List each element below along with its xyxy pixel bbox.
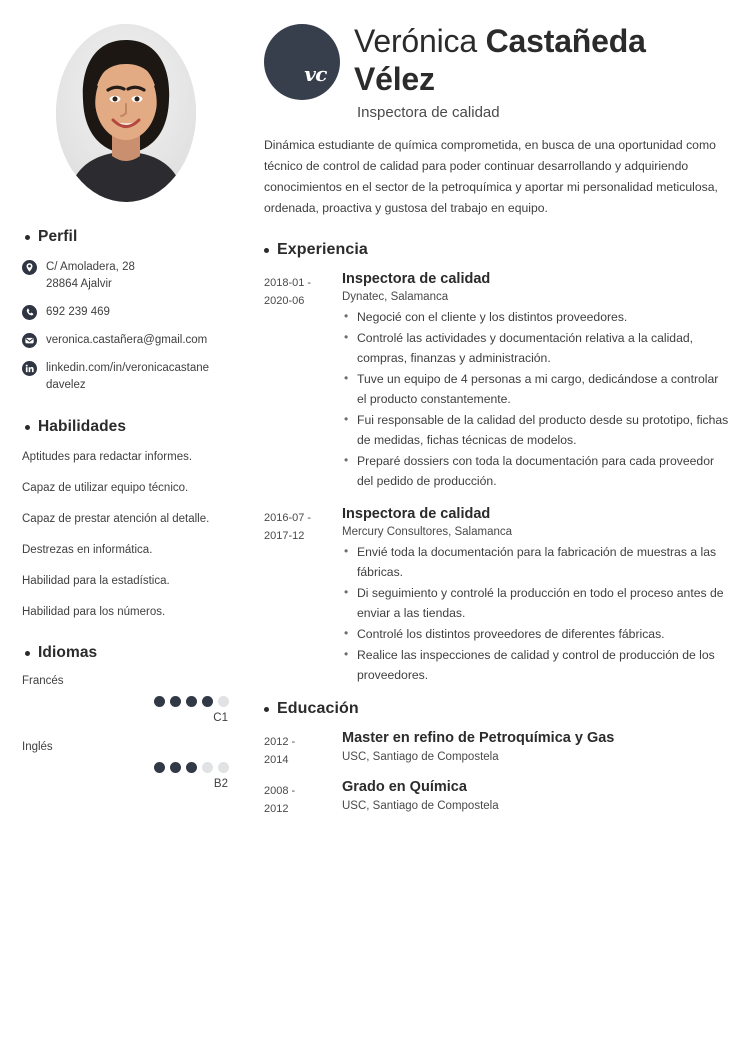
entry-bullets xyxy=(342,307,730,491)
section-heading-skills xyxy=(25,418,230,436)
education-entry xyxy=(264,779,730,818)
list-item: Capaz de utilizar equipo técnico. xyxy=(22,482,189,494)
bullet-marker-icon xyxy=(264,248,269,253)
contact-address xyxy=(22,259,230,293)
experience-list xyxy=(264,271,730,686)
monogram-badge xyxy=(264,24,340,100)
section-heading-profile xyxy=(25,228,230,246)
section-title-skills: Habilidades xyxy=(38,418,127,435)
list-item: • Controlé las actividades y documentación relativa a la calidad, compras, finanzas y administración. xyxy=(342,328,730,368)
entry-bullets xyxy=(342,542,730,685)
rating-dot xyxy=(170,696,181,707)
avatar xyxy=(56,24,196,202)
section-title-education: Educación xyxy=(277,700,359,717)
list-item: • Di seguimiento y controlé la producción en todo el proceso antes de enviar a las tiendas. xyxy=(342,583,730,623)
location-pin-icon xyxy=(22,260,37,275)
section-heading-education xyxy=(264,700,730,718)
entry-dates xyxy=(264,271,342,492)
page-title xyxy=(354,22,730,98)
portrait-photo-icon xyxy=(56,24,196,202)
list-item: • Envié toda la documentación para la fabricación de muestras a las fábricas. xyxy=(342,542,730,582)
experience-entry xyxy=(264,271,730,492)
rating-dot xyxy=(202,762,213,773)
contact-email xyxy=(22,332,230,349)
entry-school: USC, Santiago de Compostela xyxy=(342,751,499,763)
main-content xyxy=(252,18,750,1061)
list-item: • Preparé dossiers con toda la documentación para cada proveedor del pedido de producción. xyxy=(342,451,730,491)
list-item: • Realice las inspecciones de calidad y control de producción de los proveedores. xyxy=(342,645,730,685)
section-title-languages: Idiomas xyxy=(38,644,98,661)
bullet-marker-icon xyxy=(264,707,269,712)
list-item: Habilidad para la estadística. xyxy=(22,575,170,587)
list-item: Aptitudes para redactar informes. xyxy=(22,451,193,463)
rating-dot xyxy=(186,762,197,773)
contact-list xyxy=(22,259,230,394)
date-from: 2016-07 - xyxy=(264,512,312,524)
list-item: • Controlé los distintos proveedores de diferentes fábricas. xyxy=(342,624,730,644)
entry-body xyxy=(342,779,730,818)
job-title: Inspectora de calidad xyxy=(357,104,500,121)
profile-summary: Dinámica estudiante de química comprometida, en busca de una oportunidad como técnico de control de calidad para poder continuar desarrollando y adquiriendo conocimientos en el sector de la petroquímica y aportar mi personalidad meticulosa, ordenada, proactiva y gustosa del trabajo en equipo. xyxy=(264,138,718,215)
contact-phone xyxy=(22,304,230,321)
contact-phone-text: 692 239 469 xyxy=(46,306,110,318)
resume-header xyxy=(264,18,730,121)
monogram-initials: vc xyxy=(304,62,327,86)
entry-org: Dynatec, Salamanca xyxy=(342,291,449,303)
language-rating-1 xyxy=(22,762,230,773)
date-from: 2008 - xyxy=(264,785,296,797)
list-item: Habilidad para los números. xyxy=(22,606,166,618)
rating-dot xyxy=(154,696,165,707)
linkedin-icon xyxy=(22,361,37,376)
entry-role: Inspectora de calidad xyxy=(342,506,491,522)
entry-body xyxy=(342,506,730,686)
date-to: 2014 xyxy=(264,754,289,766)
entry-body xyxy=(342,271,730,492)
rating-dot xyxy=(202,696,213,707)
language-level: B2 xyxy=(213,778,228,790)
list-item: Capaz de prestar atención al detalle. xyxy=(22,513,210,525)
language-name: Francés xyxy=(22,675,64,687)
name-block xyxy=(354,18,730,121)
experience-entry xyxy=(264,506,730,686)
bullet-marker-icon xyxy=(25,235,30,240)
photo-container xyxy=(22,24,230,202)
first-name: Verónica xyxy=(354,23,477,59)
date-to: 2020-06 xyxy=(264,295,305,307)
sidebar xyxy=(0,18,252,1061)
list-item: • Tuve un equipo de 4 personas a mi cargo, dedicándose a controlar el producto constantemente. xyxy=(342,369,730,409)
envelope-icon xyxy=(22,333,37,348)
bullet-marker-icon xyxy=(25,425,30,430)
list-item: • Negocié con el cliente y los distintos proveedores. xyxy=(342,307,730,327)
entry-body xyxy=(342,730,730,769)
entry-role: Inspectora de calidad xyxy=(342,271,491,287)
date-to: 2012 xyxy=(264,803,289,815)
rating-dot xyxy=(170,762,181,773)
rating-dot xyxy=(186,696,197,707)
skills-list xyxy=(22,449,230,620)
entry-dates xyxy=(264,779,342,818)
last-name: Castañeda Vélez xyxy=(354,23,646,97)
language-item xyxy=(22,741,230,790)
section-title-experience: Experiencia xyxy=(277,241,368,258)
language-level: C1 xyxy=(213,712,228,724)
section-title-profile: Perfil xyxy=(38,228,78,245)
section-heading-experience xyxy=(264,241,730,259)
entry-degree: Master en refino de Petroquímica y Gas xyxy=(342,730,615,746)
phone-icon xyxy=(22,305,37,320)
date-from: 2012 - xyxy=(264,736,296,748)
entry-dates xyxy=(264,730,342,769)
contact-linkedin-text: linkedin.com/in/veronicacastane davelez xyxy=(46,362,210,391)
language-item xyxy=(22,675,230,724)
education-entry xyxy=(264,730,730,769)
entry-degree: Grado en Química xyxy=(342,779,467,795)
education-list xyxy=(264,730,730,818)
section-heading-languages xyxy=(25,644,230,662)
entry-school: USC, Santiago de Compostela xyxy=(342,800,499,812)
date-from: 2018-01 - xyxy=(264,277,312,289)
language-rating-0 xyxy=(22,696,230,707)
contact-address-text: C/ Amoladera, 28 28864 Ajalvir xyxy=(46,261,135,290)
rating-dot xyxy=(154,762,165,773)
entry-org: Mercury Consultores, Salamanca xyxy=(342,526,513,538)
language-name: Inglés xyxy=(22,741,53,753)
list-item: • Fui responsable de la calidad del producto desde su prototipo, fichas de medidas, fichas técnicas de modelos. xyxy=(342,410,730,450)
contact-email-text: veronica.castañera@gmail.com xyxy=(46,334,208,346)
entry-dates xyxy=(264,506,342,686)
rating-dot xyxy=(218,762,229,773)
date-to: 2017-12 xyxy=(264,530,305,542)
rating-dot xyxy=(218,696,229,707)
contact-linkedin xyxy=(22,360,230,394)
bullet-marker-icon xyxy=(25,651,30,656)
list-item: Destrezas en informática. xyxy=(22,544,153,556)
